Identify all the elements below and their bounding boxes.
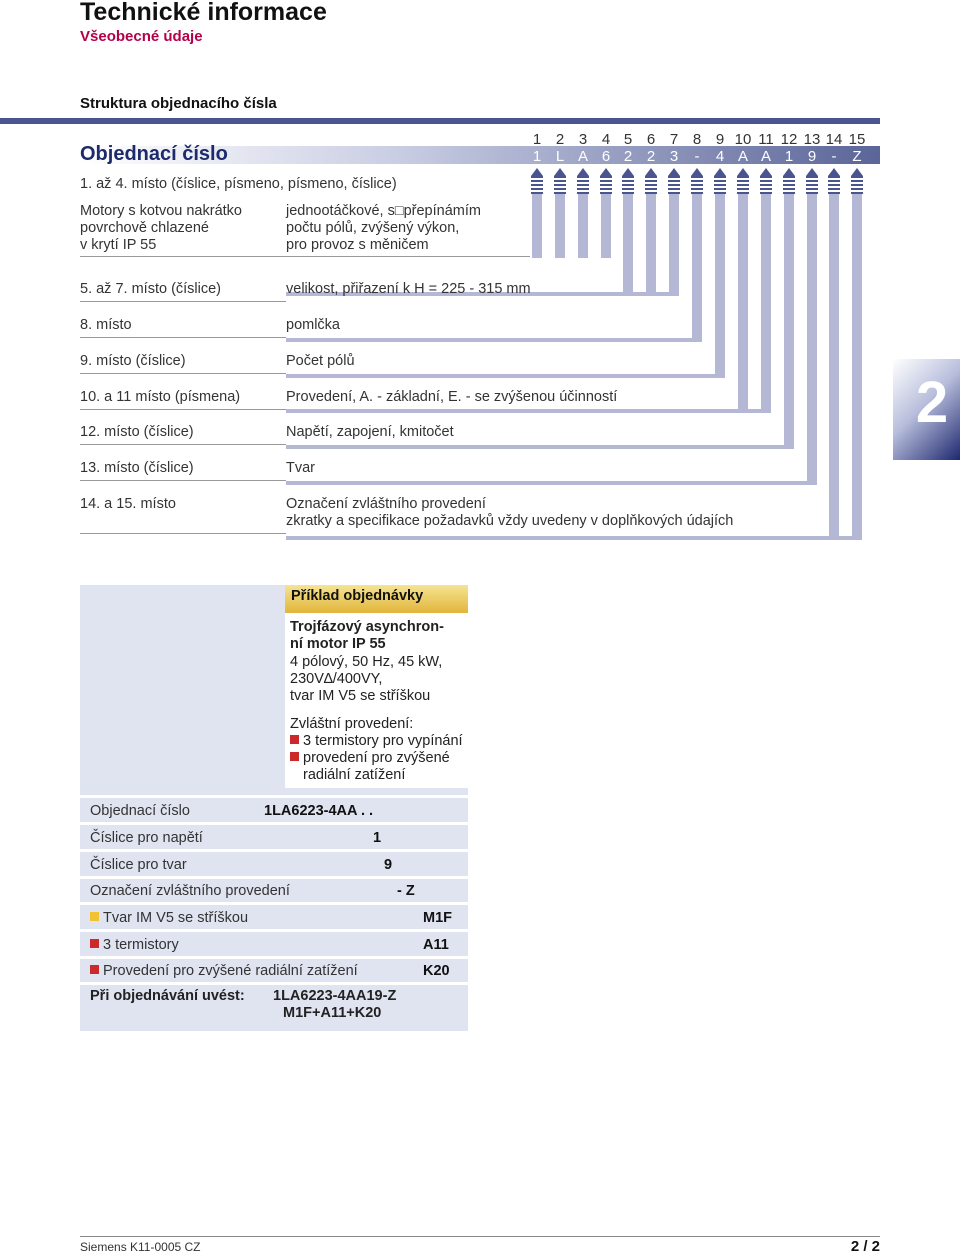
order-example-line-label xyxy=(90,803,190,819)
order-value-1: 1LA6223-4AA19-Z xyxy=(273,988,397,1004)
arrow-up-icon xyxy=(600,168,612,176)
order-code-char-11: A xyxy=(760,148,771,165)
order-example-separator xyxy=(80,982,468,985)
position-digit-1: 1 xyxy=(532,131,542,148)
position-digit-3: 3 xyxy=(578,131,588,148)
position-row-desc-6: Tvar xyxy=(286,460,315,476)
footer-divider xyxy=(80,1236,880,1237)
position-digit-13: 13 xyxy=(803,131,821,148)
order-code-char-7: 3 xyxy=(669,148,679,165)
position-row-desc-4: Provedení, A. - základní, E. - se zvýšenou účinností xyxy=(286,389,618,405)
order-code-char-9: 4 xyxy=(715,148,725,165)
connector-horizontal xyxy=(286,481,817,485)
arrow-up-icon xyxy=(645,168,657,176)
row-underline xyxy=(80,301,286,302)
connector-stripes xyxy=(577,176,589,194)
position-row-desc-5: Napětí, zapojení, kmitočet xyxy=(286,424,454,440)
order-example-line-label xyxy=(90,937,179,953)
position-digit-7: 7 xyxy=(669,131,679,148)
arrow-up-icon xyxy=(714,168,726,176)
position-row-desc-7: Označení zvláštního provedení xyxy=(286,496,486,512)
special-label: Zvláštní provedení: xyxy=(290,716,414,732)
special-item-1-text: 3 termistory pro vypínání xyxy=(303,733,463,749)
connector-stripes xyxy=(622,176,634,194)
position-digit-12: 12 xyxy=(780,131,798,148)
row-underline xyxy=(80,480,286,481)
order-example-line xyxy=(80,961,468,981)
arrow-up-icon xyxy=(783,168,795,176)
connector-vertical xyxy=(852,194,862,540)
order-example-line-value: - Z xyxy=(397,883,415,899)
row-underline xyxy=(80,256,530,257)
arrow-up-icon xyxy=(554,168,566,176)
motor-desc-left-3: v krytí IP 55 xyxy=(80,237,157,253)
connector-horizontal xyxy=(286,445,794,449)
connector-stripes xyxy=(806,176,818,194)
position-row-label-3: 9. místo (číslice) xyxy=(80,353,186,369)
arrow-up-icon xyxy=(851,168,863,176)
motor-title-1: Trojfázový asynchron- xyxy=(290,619,444,635)
connector-vertical xyxy=(578,194,588,258)
position-row-label-4: 10. a 11 místo (písmena) xyxy=(80,389,241,405)
row-underline xyxy=(80,533,286,534)
order-example-header xyxy=(285,585,468,613)
position-digit-8: 8 xyxy=(692,131,702,148)
connector-vertical xyxy=(784,194,794,449)
connector-horizontal xyxy=(286,536,862,540)
connector-vertical xyxy=(532,194,542,258)
order-example-separator xyxy=(80,876,468,879)
connector-horizontal xyxy=(286,374,725,378)
connector-vertical xyxy=(692,194,702,342)
arrow-up-icon xyxy=(622,168,634,176)
connector-stripes xyxy=(600,176,612,194)
connector-vertical xyxy=(646,194,656,296)
position-row-label-2: 8. místo xyxy=(80,317,132,333)
position-row-label-7: 14. a 15. místo xyxy=(80,496,176,512)
order-example-line-label xyxy=(90,830,203,846)
order-example-separator xyxy=(80,795,468,798)
order-example-line-text: 3 termistory xyxy=(103,937,179,953)
positions-1-4-label: 1. až 4. místo (číslice, písmeno, písmeno, číslice) xyxy=(80,176,397,192)
red-bullet-icon xyxy=(90,965,99,974)
connector-horizontal xyxy=(286,338,702,342)
order-code-char-15: Z xyxy=(852,148,862,165)
connector-stripes xyxy=(828,176,840,194)
position-row-desc-extra: zkratky a specifikace požadavků vždy uvedeny v doplňkových údajích xyxy=(286,513,734,529)
connector-stripes xyxy=(760,176,772,194)
connector-stripes xyxy=(691,176,703,194)
order-example-line-label xyxy=(90,883,290,899)
order-example-line-value: K20 xyxy=(423,963,450,979)
order-example-line xyxy=(80,935,468,955)
order-code-char-14: - xyxy=(831,148,837,165)
order-code-char-5: 2 xyxy=(623,148,633,165)
order-example-line-text: Číslice pro tvar xyxy=(90,857,187,873)
order-example-separator xyxy=(80,956,468,959)
order-example-line-label xyxy=(90,910,248,926)
order-example-line xyxy=(80,801,468,821)
arrow-up-icon xyxy=(806,168,818,176)
connector-stripes xyxy=(645,176,657,194)
connector-vertical xyxy=(623,194,633,296)
connector-vertical xyxy=(829,194,839,540)
connector-stripes xyxy=(737,176,749,194)
arrow-up-icon xyxy=(668,168,680,176)
connector-stripes xyxy=(531,176,543,194)
position-digit-15: 15 xyxy=(848,131,866,148)
arrow-up-icon xyxy=(737,168,749,176)
yellow-bullet-icon xyxy=(90,912,99,921)
position-digit-2: 2 xyxy=(555,131,565,148)
order-code-char-4: 6 xyxy=(601,148,611,165)
position-row-label-1: 5. až 7. místo (číslice) xyxy=(80,281,222,297)
motor-desc-left-2: povrchově chlazené xyxy=(80,220,209,236)
connector-stripes xyxy=(554,176,566,194)
order-example-line-value: 9 xyxy=(384,857,393,873)
order-example-line xyxy=(80,908,468,928)
footer-page-number: 2 / 2 xyxy=(850,1238,880,1255)
order-value-2: M1F+A11+K20 xyxy=(283,1005,382,1021)
arrow-up-icon xyxy=(531,168,543,176)
position-digit-4: 4 xyxy=(601,131,611,148)
motor-spec-3: tvar IM V5 se stříškou xyxy=(290,688,431,704)
order-example-separator xyxy=(80,822,468,825)
red-bullet-icon xyxy=(290,735,299,744)
connector-vertical xyxy=(738,194,748,413)
order-example-line-value: 1LA6223-4AA . . xyxy=(264,803,374,819)
order-number-title: Objednací číslo xyxy=(80,143,228,165)
chapter-number: 2 xyxy=(915,370,949,435)
arrow-up-icon xyxy=(828,168,840,176)
position-digit-11: 11 xyxy=(758,131,774,148)
red-bullet-icon xyxy=(90,939,99,948)
row-underline xyxy=(80,444,286,445)
order-code-char-3: A xyxy=(577,148,588,165)
order-example-line-text: Tvar IM V5 se stříškou xyxy=(103,910,249,926)
position-row-desc-2: pomlčka xyxy=(286,317,340,333)
position-row-desc-3: Počet pólů xyxy=(286,353,355,369)
order-example-separator xyxy=(80,902,468,905)
arrow-up-icon xyxy=(691,168,703,176)
connector-horizontal xyxy=(286,409,771,413)
motor-desc-right-3: pro provoz s měničem xyxy=(286,237,429,253)
motor-desc-right-1: jednootáčkové, s□přepínámím xyxy=(286,203,481,219)
motor-title-2: ní motor IP 55 xyxy=(290,636,386,652)
red-bullet-icon xyxy=(290,752,299,761)
order-code-char-1: 1 xyxy=(532,148,542,165)
special-item-2-cont: radiální zatížení xyxy=(303,767,406,783)
position-row-desc-1: velikost, přiřazení k H = 225 - 315 mm xyxy=(286,281,531,297)
connector-stripes xyxy=(783,176,795,194)
chapter-tab[interactable] xyxy=(893,359,960,460)
order-label: Při objednávání uvést: xyxy=(90,988,245,1004)
order-code-char-2: L xyxy=(555,148,565,165)
row-underline xyxy=(80,409,286,410)
position-row-label-5: 12. místo (číslice) xyxy=(80,424,194,440)
order-example-line-value: M1F xyxy=(423,910,452,926)
section-heading: Struktura objednacího čísla xyxy=(80,95,277,112)
position-digit-10: 10 xyxy=(734,131,752,148)
order-example-line-text: Číslice pro napětí xyxy=(90,830,203,846)
order-example-line-label xyxy=(90,963,358,979)
order-example-line-value: 1 xyxy=(373,830,382,846)
order-code-char-6: 2 xyxy=(646,148,656,165)
position-digit-9: 9 xyxy=(715,131,725,148)
connector-vertical xyxy=(669,194,679,296)
order-example-line xyxy=(80,881,468,901)
connector-vertical xyxy=(807,194,817,485)
arrow-up-icon xyxy=(760,168,772,176)
connector-vertical xyxy=(601,194,611,258)
motor-spec-2: 230V∆/400VY, xyxy=(290,671,383,687)
order-example-line-text: Objednací číslo xyxy=(90,803,190,819)
order-example-line xyxy=(80,855,468,875)
connector-stripes xyxy=(714,176,726,194)
order-example-separator xyxy=(80,929,468,932)
special-item-1 xyxy=(290,733,463,750)
order-example-line-value: A11 xyxy=(423,937,449,953)
row-underline xyxy=(80,373,286,374)
footer-doc-id: Siemens K11-0005 CZ xyxy=(80,1240,201,1254)
order-code-char-10: A xyxy=(737,148,748,165)
order-example-separator xyxy=(80,849,468,852)
order-code-char-13: 9 xyxy=(807,148,817,165)
page-title: Technické informace xyxy=(80,0,327,26)
connector-stripes xyxy=(668,176,680,194)
order-example-line xyxy=(80,828,468,848)
order-example-line-text: Provedení pro zvýšené radiální zatížení xyxy=(103,963,358,979)
order-example-line-text: Označení zvláštního provedení xyxy=(90,883,290,899)
order-example-line-label xyxy=(90,857,187,873)
motor-desc-right-2: počtu pólů, zvýšený výkon, xyxy=(286,220,460,236)
arrow-up-icon xyxy=(577,168,589,176)
position-digit-6: 6 xyxy=(646,131,656,148)
order-code-char-12: 1 xyxy=(784,148,794,165)
special-item-2 xyxy=(290,750,450,767)
order-code-char-8: - xyxy=(694,148,700,165)
connector-vertical xyxy=(761,194,771,413)
connector-vertical xyxy=(555,194,565,258)
row-underline xyxy=(80,337,286,338)
position-row-label-6: 13. místo (číslice) xyxy=(80,460,194,476)
motor-desc-left-1: Motory s kotvou nakrátko xyxy=(80,203,242,219)
position-digit-5: 5 xyxy=(623,131,633,148)
section-divider-bar xyxy=(0,118,880,124)
order-example-header-text: Příklad objednávky xyxy=(291,588,424,604)
position-digit-14: 14 xyxy=(825,131,843,148)
connector-vertical xyxy=(715,194,725,378)
motor-spec-1: 4 pólový, 50 Hz, 45 kW, xyxy=(290,654,443,670)
page-subtitle: Všeobecné údaje xyxy=(80,28,203,45)
special-item-2-text: provedení pro zvýšené xyxy=(303,750,450,766)
connector-stripes xyxy=(851,176,863,194)
